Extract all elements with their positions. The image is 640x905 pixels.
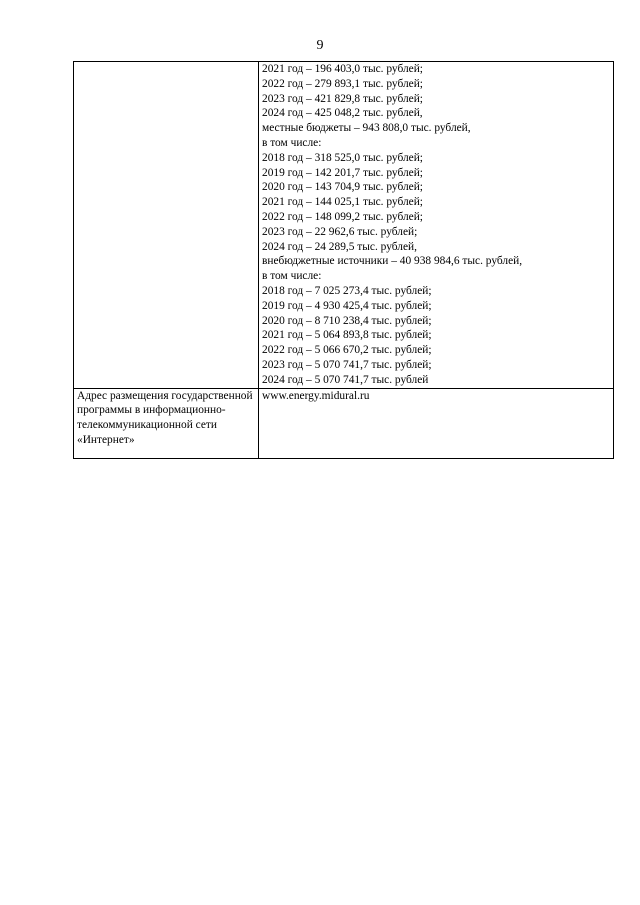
website-link[interactable]: www.energy.midural.ru	[262, 389, 370, 402]
funding-line: 2022 год – 279 893,1 тыс. рублей;	[262, 77, 423, 90]
funding-line: внебюджетные источники – 40 938 984,6 тыс. рублей,	[262, 255, 523, 268]
funding-values-cell	[259, 62, 614, 389]
funding-line: в том числе:	[262, 270, 322, 283]
funding-line: 2020 год – 143 704,9 тыс. рублей;	[262, 181, 423, 194]
funding-line: 2021 год – 196 403,0 тыс. рублей;	[262, 63, 423, 75]
page-number: 9	[316, 38, 324, 53]
funding-line: в том числе:	[262, 136, 322, 149]
funding-line: 2020 год – 8 710 238,4 тыс. рублей;	[262, 314, 432, 327]
funding-line: 2024 год – 425 048,2 тыс. рублей,	[262, 107, 423, 120]
internet-address-value-cell	[259, 388, 614, 458]
funding-label-cell	[74, 62, 259, 389]
internet-address-label-cell	[74, 388, 259, 458]
funding-line: 2021 год – 144 025,1 тыс. рублей;	[262, 196, 423, 209]
funding-line: 2022 год – 148 099,2 тыс. рублей;	[262, 210, 423, 223]
funding-line: 2024 год – 24 289,5 тыс. рублей,	[262, 240, 417, 253]
program-passport-table	[73, 61, 614, 459]
funding-line: 2023 год – 22 962,6 тыс. рублей;	[262, 225, 418, 238]
funding-line: 2019 год – 142 201,7 тыс. рублей;	[262, 166, 423, 179]
funding-line: 2022 год – 5 066 670,2 тыс. рублей;	[262, 344, 432, 357]
funding-line: 2021 год – 5 064 893,8 тыс. рублей;	[262, 329, 432, 342]
internet-address-row	[74, 388, 614, 458]
funding-line: 2018 год – 318 525,0 тыс. рублей;	[262, 151, 423, 164]
funding-line: 2019 год – 4 930 425,4 тыс. рублей;	[262, 299, 432, 312]
funding-line: 2024 год – 5 070 741,7 тыс. рублей	[262, 373, 429, 386]
funding-line: 2023 год – 5 070 741,7 тыс. рублей;	[262, 358, 432, 371]
funding-line: 2023 год – 421 829,8 тыс. рублей;	[262, 92, 423, 105]
internet-address-label: Адрес размещения государственной программы в информационно-телекоммуникационной сети «Интернет»	[77, 389, 253, 446]
funding-row	[74, 62, 614, 389]
funding-line: местные бюджеты – 943 808,0 тыс. рублей,	[262, 122, 471, 135]
funding-line: 2018 год – 7 025 273,4 тыс. рублей;	[262, 284, 432, 297]
